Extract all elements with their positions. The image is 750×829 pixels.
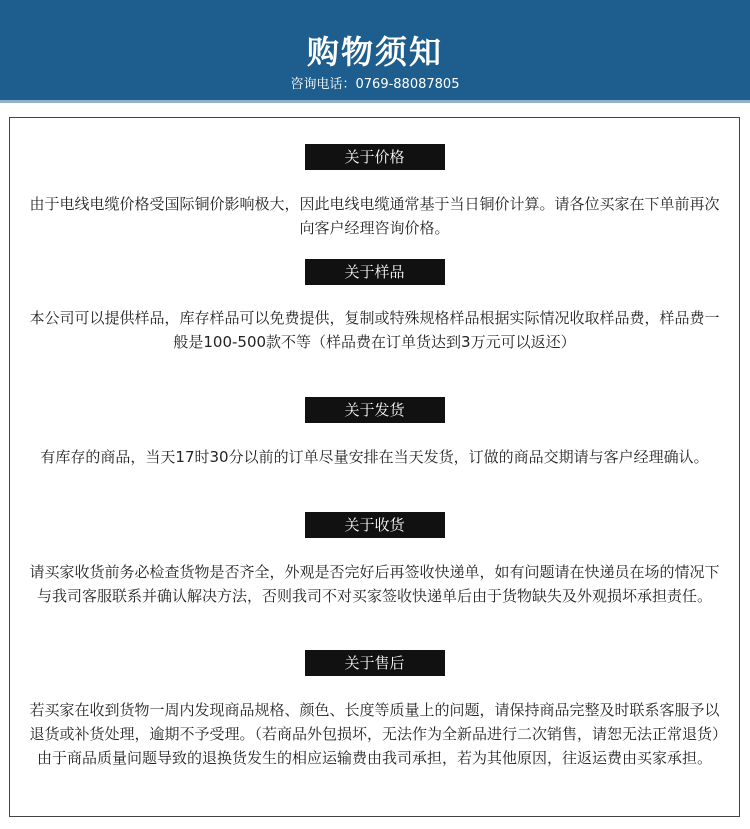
section-label-after-sales: 关于售后 (305, 650, 445, 676)
section-after-sales (10, 650, 739, 770)
section-receiving (10, 512, 739, 608)
section-label-price: 关于价格 (305, 144, 445, 170)
section-price (10, 144, 739, 240)
section-label-receiving: 关于收货 (305, 512, 445, 538)
section-sample (10, 259, 739, 354)
section-label-shipping: 关于发货 (305, 397, 445, 423)
consult-phone: 咨询电话：0769-88087805 (290, 77, 460, 92)
section-text-sample: 本公司可以提供样品，库存样品可以免费提供，复制或特殊规格样品根据实际情况收取样品费，样品费一般是100-500款不等（样品费在订单货达到3万元可以返还） (29, 309, 720, 351)
section-text-price: 由于电线电缆价格受国际铜价影响极大，因此电线电缆通常基于当日铜价计算。请各位买家在下单前再次向客户经理咨询价格。 (29, 195, 720, 237)
section-text-receiving: 请买家收货前务必检查货物是否齐全，外观是否完好后再签收快递单，如有问题请在快递员在场的情况下与我司客服联系并确认解决方法，否则我司不对买家签收快递单后由于货物缺失及外观损坏承担责任。 (29, 563, 720, 605)
section-label-sample: 关于样品 (305, 259, 445, 285)
notice-frame (9, 117, 740, 817)
page-title: 购物须知 (306, 33, 443, 71)
header-banner (0, 0, 750, 103)
section-text-after-sales: 若买家在收到货物一周内发现商品规格、颜色、长度等质量上的问题，请保持商品完整及时联系客服予以退货或补货处理，逾期不予受理。（若商品外包损坏，无法作为全新品进行二次销售，请恕无法正常退货）由于商品质量问题导致的退换货发生的相应运输费由我司承担，若为其他原因，往返运费由买家承担。 (29, 701, 720, 767)
section-text-shipping: 有库存的商品，当天17时30分以前的订单尽量安排在当天发货，订做的商品交期请与客户经理确认。 (40, 448, 709, 466)
section-shipping (10, 397, 739, 469)
